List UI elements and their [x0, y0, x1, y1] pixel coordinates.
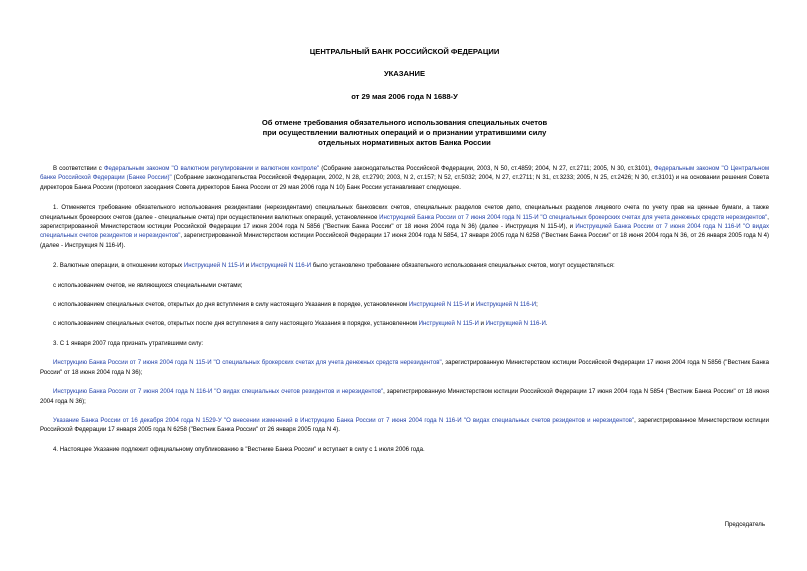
instruction-115-link[interactable]: Инструкцией N 115-И: [183, 262, 245, 270]
text: (Собрание законодательства Российской Федерации, 2003, N 50, ст.4859; 2004, N 27, ст.2711; 2005, N 30, ст.3101),: [319, 165, 654, 172]
law-link-currency-control[interactable]: Федеральным законом "О валютном регулировании и валютном контроле": [103, 165, 320, 172]
text: и: [244, 262, 251, 270]
instruction-115-link[interactable]: Инструкцию Банка России от 7 июня 2004 года N 115-И "О специальных брокерских счетах для учета денежных средств нерезидентов": [53, 359, 442, 367]
text: В соответствии с: [53, 165, 104, 172]
doc-date-number: от 29 мая 2006 года N 1688-У: [351, 92, 458, 101]
text: 2. Валютные операции, в отношении которых: [53, 262, 184, 270]
intro-paragraph: [40, 164, 769, 192]
text: , зарегистрированную Министерством юстиции Российской Федерации 17 июня 2004 года N 5856 ("Вестник Банка России" от 18 июня 2004 года N 36);: [40, 359, 770, 376]
text: , зарегистрированной Министерством юстиции Российской Федерации 17 июня 2004 года N 5856 ("Вестник Банка России" от 18 июня 2004 года N 36) (далее - Инструкция N 115-И), и: [40, 213, 769, 231]
doc-title-line: Об отмене требования обязательного использования специальных счетов: [261, 118, 548, 127]
text: (Собрание законодательства Российской Федерации, 2002, N 28, ст.2790; 2003, N 2, ст.157; N 52, ст.5032; 2004, N 27, ст.2711; N 31, ст.3233; 2005, N 25, ст.2426; N 30, ст.3101) и на основании решения Совета директоров Банка России (протокол заседания Совета директоров Банка России от 29 мая 2006 года N 10) Банк России устанавливает следующее.: [40, 174, 769, 191]
instruction-116-link[interactable]: Инструкцией N 116-И: [250, 262, 312, 270]
text: .: [545, 320, 548, 328]
paragraph-3: 3. С 1 января 2007 года признать утратившими силу:: [53, 339, 204, 347]
instruction-116-link[interactable]: Инструкцией Банка России от 7 июня 2004 года N 116-И "О видах специальных счетов резидентов и нерезидентов": [40, 223, 770, 240]
instruction-115-link[interactable]: Инструкцией N 115-И: [408, 301, 470, 309]
bank-name: ЦЕНТРАЛЬНЫЙ БАНК РОССИЙСКОЙ ФЕДЕРАЦИИ: [309, 47, 500, 56]
text: с использованием специальных счетов, открытых после дня вступления в силу настоящего Указания в порядке, установленном: [53, 320, 419, 328]
signature-title: Председатель: [724, 521, 765, 528]
text: , зарегистрированную Министерством юстиции Российской Федерации 17 июня 2004 года N 5854 ("Вестник Банка России" от 18 июня 2004 года N 36);: [40, 388, 770, 405]
paragraph-2a: с использованием счетов, не являющихся специальными счетами;: [53, 281, 243, 289]
paragraph-3c: [40, 416, 769, 435]
doc-title: [40, 118, 769, 148]
law-link-central-bank[interactable]: Федеральным законом "О Центральном банке Российской Федерации (Банке России)": [40, 165, 770, 182]
text: 1. Отменяется требование обязательного использования резидентами (нерезидентами) специальных банковских счетов, специальных разделов счетов депо, специальных разделов лицевого счета по учету прав на ценные бумаги, а также специальных брокерских счетов (далее - специальные счета) при осуществлении валютных операций, установленное: [40, 204, 769, 221]
text: и: [478, 320, 486, 328]
text: с использованием специальных счетов, открытых до дня вступления в силу настоящего Указания в порядке, установленном: [53, 301, 409, 309]
doc-title-line: отдельных нормативных актов Банка России: [318, 138, 491, 147]
text: ;: [536, 301, 538, 309]
paragraph-2: [40, 261, 769, 270]
doc-title-line: при осуществлении валютных операций и о признании утратившими силу: [262, 128, 547, 137]
instruction-116-link[interactable]: Инструкцию Банка России от 7 июня 2004 года N 116-И "О видах специальных счетов резидентов и нерезидентов": [53, 388, 384, 396]
paragraph-3a: [40, 358, 769, 377]
instruction-116-link[interactable]: Инструкцией N 116-И: [475, 301, 537, 309]
text: и: [469, 301, 476, 309]
paragraph-1: [40, 203, 769, 250]
text: было установлено требование обязательного использования специальных счетов, могут осуществляться:: [311, 262, 615, 270]
instruction-116-link[interactable]: Инструкцией N 116-И: [485, 320, 546, 328]
paragraph-3b: [40, 387, 769, 406]
instruction-115-link[interactable]: Инструкцией Банка России от 7 июня 2004 года N 115-И "О специальных брокерских счетах для учета денежных средств нерезидентов": [379, 213, 768, 221]
directive-1529-link[interactable]: Указание Банка России от 16 декабря 2004 года N 1529-У "О внесении изменений в Инструкцию Банка России от 7 июня 2004 года N 116-И "О видах специальных счетов резидентов и нерезидентов": [53, 416, 635, 424]
text: , зарегистрированное Министерством юстиции Российской Федерации 17 января 2005 года N 6258 ("Вестник Банка России" от 26 января 2005 года N 4).: [40, 416, 769, 434]
paragraph-2c: [40, 319, 769, 328]
paragraph-2b: [40, 300, 769, 309]
instruction-115-link[interactable]: Инструкцией N 115-И: [418, 320, 479, 328]
paragraph-4: 4. Настоящее Указание подлежит официальному опубликованию в "Вестнике Банка России" и вступает в силу с 1 июля 2006 года.: [53, 445, 425, 453]
doc-type: УКАЗАНИЕ: [383, 69, 426, 78]
text: , зарегистрированной Министерством юстиции Российской Федерации 17 июня 2004 года N 5854, 17 января 2005 года N 6258 ("Вестник Банка России" от 18 июня 2004 года N 36, от 26 января 2005 года N 4) (далее - Инструкция N 116-И).: [40, 232, 769, 249]
